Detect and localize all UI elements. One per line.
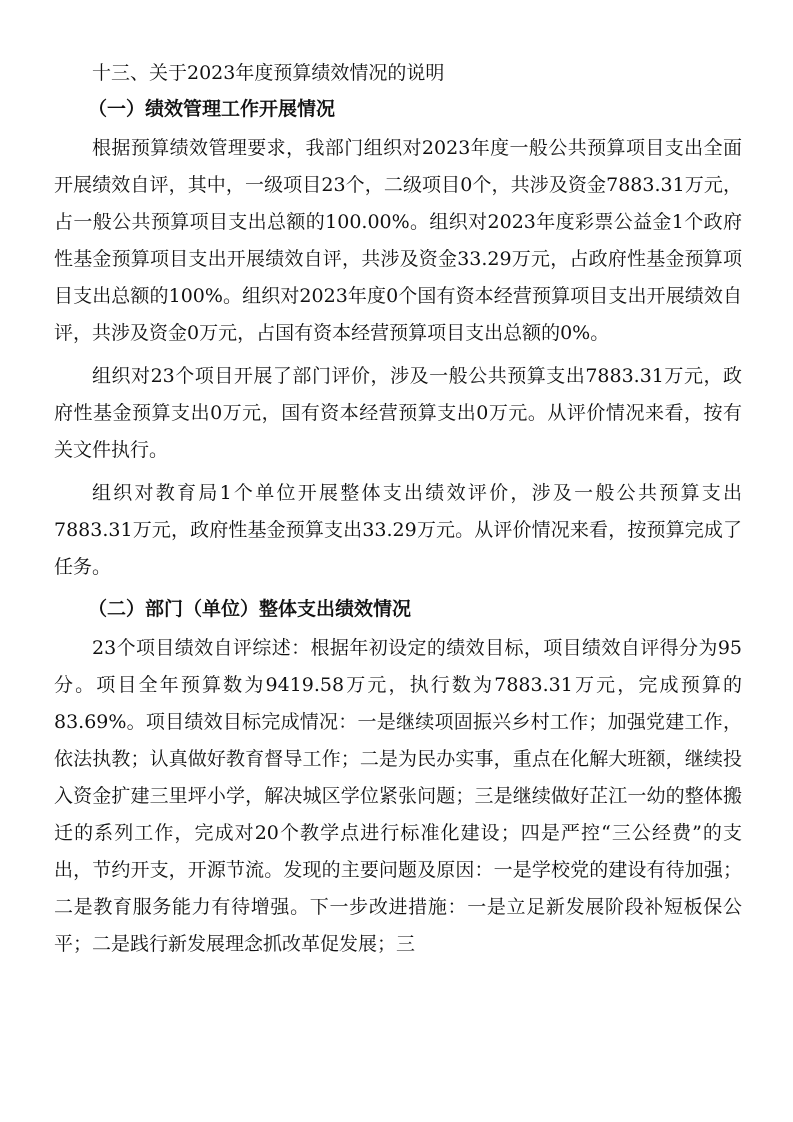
paragraph-department-evaluation: 组织对23个项目开展了部门评价，涉及一般公共预算支出7883.31万元，政府性基金预算支出0万元，国有资本经营预算支出0万元。从评价情况来看，按有关文件执行。 — [54, 365, 742, 461]
paragraph-self-evaluation: 根据预算绩效管理要求，我部门组织对2023年度一般公共预算项目支出全面开展绩效自评，其中，一级项目23个，二级项目0个，共涉及资金7883.31万元，占一般公共预算项目支出总额的100.00%。组织对2023年度彩票公益金1个政府性基金预算项目支出开展绩效自评，共涉及资金33.29万元，占政府性基金预算项目支出总额的100%。组织对2023年度0个国有资本经营预算项目支出开展绩效自评，共涉及资金0万元，占国有资本经营预算项目支出总额的0%。 — [54, 137, 742, 344]
section-title: 十三、关于2023年度预算绩效情况的说明 — [92, 62, 445, 84]
subsection-title-2: （二）部门（单位）整体支出绩效情况 — [88, 598, 412, 620]
document-page — [54, 58, 742, 963]
paragraph-project-summary: 23个项目绩效自评综述：根据年初设定的绩效目标，项目绩效自评得分为95分。项目全年预算数为9419.58万元，执行数为7883.31万元，完成预算的83.69%。项目绩效目标完成情况：一是继续项固振兴乡村工作；加强党建工作，依法执教；认真做好教育督导工作；二是为民办实事，重点在化解大班额，继续投入资金扩建三里坪小学，解决城区学位紧张问题；三是继续做好芷江一幼的整体搬迁的系列工作，完成对20个教学点进行标准化建设；四是严控“三公经费”的支出，节约开支，开源节流。发现的主要问题及原因：一是学校党的建设有待加强；二是教育服务能力有待增强。下一步改进措施：一是立足新发展阶段补短板保公平；二是践行新发展理念抓改革促发展；三 — [54, 637, 742, 955]
subsection-title-1: （一）绩效管理工作开展情况 — [88, 98, 336, 120]
paragraph-overall-evaluation: 组织对教育局1个单位开展整体支出绩效评价，涉及一般公共预算支出7883.31万元，政府性基金预算支出33.29万元。从评价情况来看，按预算完成了任务。 — [54, 482, 742, 578]
